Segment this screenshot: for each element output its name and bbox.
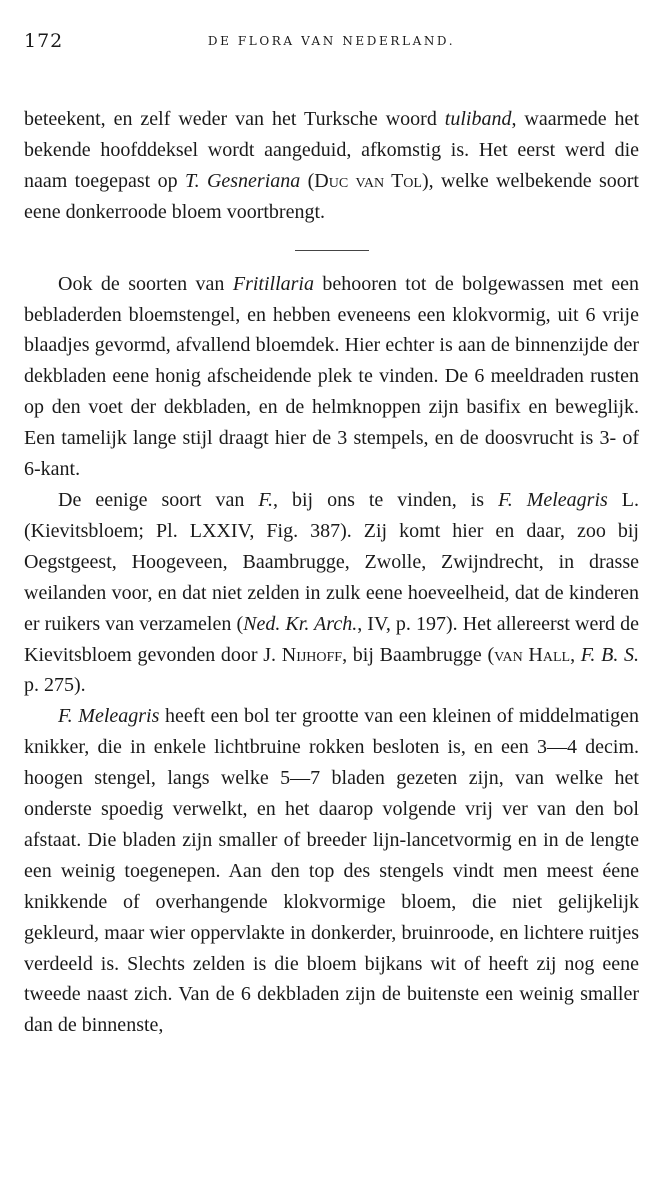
text-run: , [570, 643, 581, 666]
running-title: DE FLORA VAN NEDERLAND. [207, 34, 456, 48]
text-run: ( [300, 169, 315, 192]
italic-term: Fritillaria [232, 272, 314, 295]
italic-term: Ned. Kr. Arch. [243, 612, 358, 635]
author-name: van Hall [494, 643, 571, 666]
italic-term: tuliband [444, 108, 512, 130]
italic-term: F. Meleagris [498, 488, 608, 511]
text-run: , bij ons te vinden, is [273, 488, 499, 511]
italic-term: F. Meleagris [58, 705, 160, 728]
italic-term: F. B. S. [580, 643, 640, 666]
author-name: Nijhoff [281, 643, 343, 666]
section-divider [295, 250, 369, 251]
text-run: p. 275). [24, 674, 86, 697]
text-run: , bij Baambrugge ( [342, 643, 495, 666]
paragraph-4 [24, 701, 639, 1041]
paragraph-3 [24, 485, 639, 701]
text-run: De eenige soort van [58, 488, 259, 511]
italic-term: T. Gesneriana [184, 169, 301, 192]
page-header [24, 30, 639, 60]
text-run: ), welke welbekende soort eene donkerroode bloem voortbrengt. [24, 169, 639, 223]
text-run: beteekent, en zelf weder van het Turksche woord [24, 108, 445, 130]
text-run: , IV, p. 197). Het allereerst werd de Kievitsbloem gevonden door J. [24, 612, 640, 666]
text-run: , waarmede het bekende hoofddeksel wordt aangeduid, afkomstig is. Het eerst werd die naam toegepast op [24, 108, 639, 192]
text-run: L. (Kievitsbloem; Pl. LXXIV, Fig. 387). Zij komt hier en daar, zoo bij Oegstgeest, Hoogeveen, Baambrugge, Zwolle, Zwijndrecht, in drasse weilanden voor, en dat niet zelden in zulk eene hoeveelheid, dat de kinderen er ruikers van verzamelen ( [24, 488, 640, 635]
text-run: heeft een bol ter grootte van een kleinen of middelmatigen knikker, die in enkele lichtbruine rokken besloten is, en een 3—4 decim. hoogen stengel, langs welke 5—7 bladen gezeten zijn, van welke het onderste spoedig verwelkt, en het daarop volgende vrij ver van den bol afstaat. Die bladen zijn smaller of breeder lijn-lancetvormig en in de lengte een weinig toegenepen. Aan den top des stengels vindt men meest éene knikkende of overhangende klokvormige bloem, die niet gelijkelijk gekleurd, maar wier oppervlakte in donkerder, bruinroode, en lichtere ruitjes verdeeld is. Slechts zelden is die bloem bijkans wit of heeft zij nog eene tweede naast zich. Van de 6 dekbladen zijn de buitenste een weinig smaller dan de binnenste, [24, 705, 640, 1037]
text-run: behooren tot de bolgewassen met een bebladerden bloemstengel, en hebben eveneens een klokvormig, uit 6 vrije blaadjes gevormd, afvallend bloemdek. Hier echter is aan de binnenzijde der dekbladen eene honig afscheidende plek te vinden. De 6 meeldraden rusten op den voet der dekbladen, en de helmknoppen zijn basifix en beweglijk. Een tamelijk lange stijl draagt hier de 3 stempels, en de doosvrucht is 3- of 6-kant. [24, 272, 639, 481]
paragraph-2 [24, 269, 639, 485]
page-number: 172 [24, 30, 64, 52]
text-run: Ook de soorten van [58, 272, 233, 295]
paragraph-1 [24, 104, 639, 228]
italic-term: F. [258, 488, 273, 511]
body-text [24, 104, 639, 1041]
author-name: Duc van Tol [314, 169, 422, 192]
